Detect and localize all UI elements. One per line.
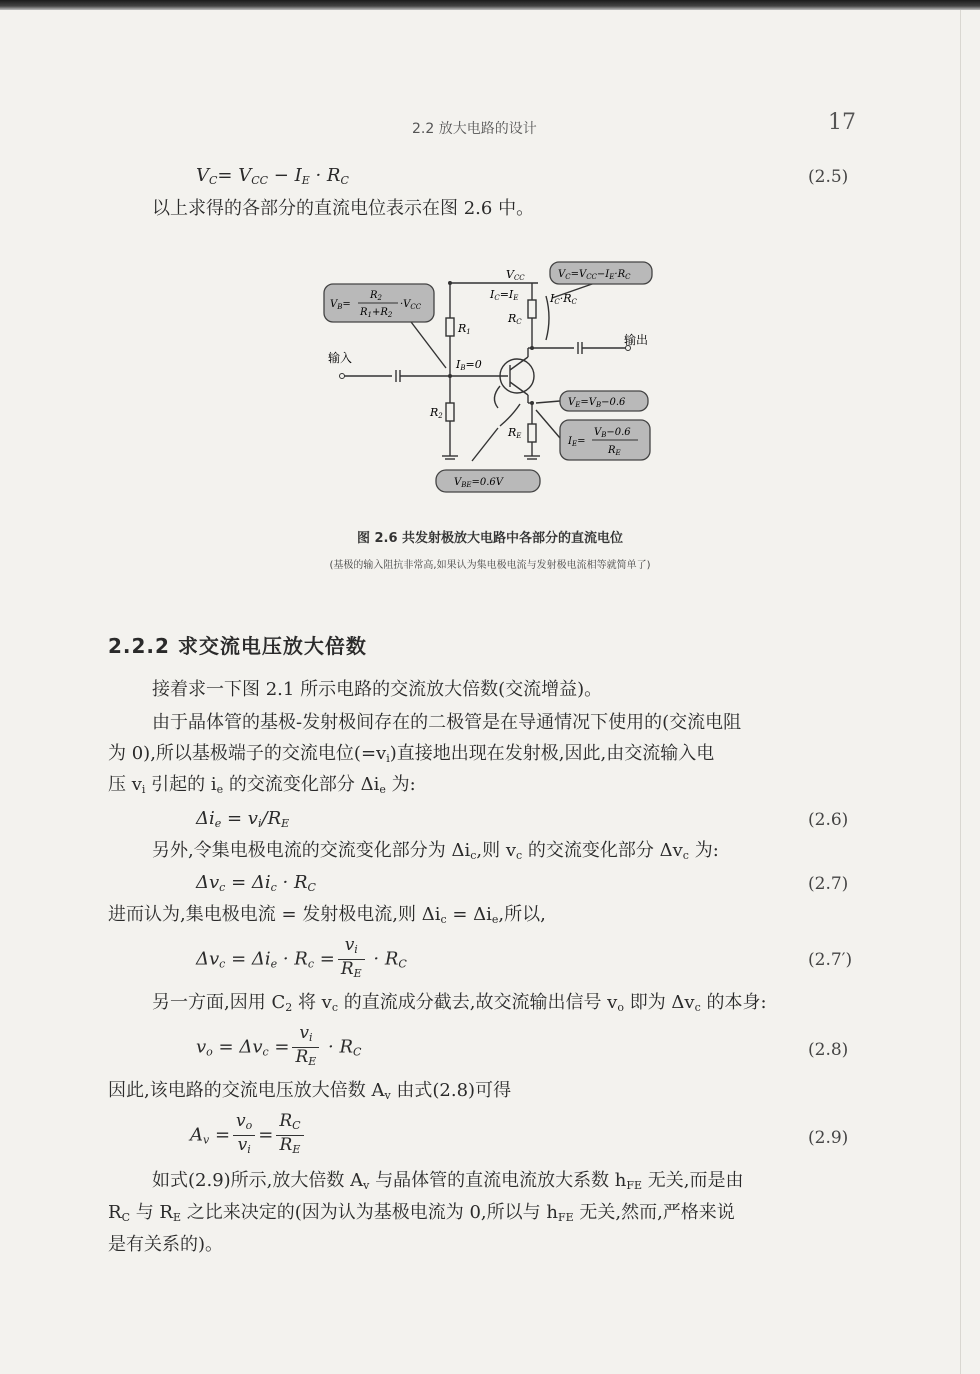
equation-number: (2.7) [808,874,849,894]
callout-vb-tail: $\cdot V_{CC}$ [400,299,422,311]
equation-number: (2.6) [808,810,849,830]
output-label: 输出 [624,333,649,347]
running-header: 2.2 放大电路的设计 [412,121,537,137]
equation-2-7: $\Delta v_c = \Delta i_c \cdot R_C$ [196,872,316,894]
icrc-label: IC·RC [550,292,577,306]
equation-2-7-prime: $\Delta v_c = \Delta i_e \cdot R_c$ = $\frac{v_i}{R_E}$ · $R_C$ [196,935,407,980]
callout-vc-text: $V_C=V_{CC}-I_E\cdot R_C$ [558,269,631,281]
paragraph: 为 0),所以基极端子的交流电位$(=v_i)$直接地出现在发射极,因此,由交流输入电 [108,743,715,765]
paragraph: $R_C$ 与 $R_E$ 之比来决定的(因为认为基极电流为 0,所以与 $h_{FE}$ 无关,然而,严格来说 [108,1202,735,1224]
paragraph: 以上求得的各部分的直流电位表示在图 2.6 中。 [152,198,535,219]
paragraph: 因此,该电路的交流电压放大倍数 $A_v$ 由式(2.8)可得 [108,1080,512,1102]
callout-vbe-text: $V_{BE}=0.6V$ [454,477,504,489]
ib0-label: IB=0 [456,358,482,372]
paragraph: 压 $v_i$ 引起的 $i_e$ 的交流变化部分 $\Delta i_e$ 为: [108,774,416,796]
equation-number: (2.8) [808,1040,849,1060]
figure-caption: 图 2.6 共发射极放大电路中各部分的直流电位 [356,531,624,546]
paragraph: 另外,令集电极电流的交流变化部分为 $\Delta i_c$,则 $v_c$ 的交流变化部分 $\Delta v_c$ 为: [152,840,719,862]
paragraph: 由于晶体管的基极-发射极间存在的二极管是在导通情况下使用的(交流电阻 [152,712,742,733]
callout-ie-num: $V_B-0.6$ [594,427,631,439]
vcc-label: VCC [506,268,525,282]
rc-label: RC [508,312,522,326]
paragraph: 如式(2.9)所示,放大倍数 $A_v$ 与晶体管的直流电流放大系数 $h_{FE}$ 无关,而是由 [152,1170,744,1192]
ic-ie-label: IC=IE [490,288,519,302]
figure-caption-note: (基极的输入阻抗非常高,如果认为集电极电流与发射极电流相等就简单了) [329,560,651,571]
paragraph: 进而认为,集电极电流 = 发射极电流,则 $\Delta i_c = \Delta i_e$,所以, [108,904,546,926]
callout-vb-lhs: $V_B=$ [330,299,351,311]
page-top-edge [0,0,980,10]
callout-ve-text: $V_E=V_B-0.6$ [568,397,626,409]
input-label: 输入 [328,351,353,365]
section-heading: 2.2.2 求交流电压放大倍数 [108,634,367,658]
equation-number: (2.9) [808,1128,849,1148]
equation-number: (2.5) [808,167,849,187]
equation-2-8: $v_o = \Delta v_c$ = $\frac{v_i}{R_E}$ · $R_C$ [196,1023,362,1068]
page-right-edge [960,10,961,1374]
equation-number: (2.7′) [808,950,853,970]
equation-2-5: $V_C= V_{CC} - I_E \cdot R_C$ [196,165,349,187]
r1-label: R1 [458,322,471,336]
re-label: RE [508,426,522,440]
callout-ie-den: $R_E$ [608,445,621,457]
paragraph: 接着求一下图 2.1 所示电路的交流放大倍数(交流增益)。 [152,679,603,700]
page-number: 17 [828,110,856,135]
r2-label: R2 [430,406,443,420]
callout-ie-lhs: $I_E=$ [568,436,586,448]
paragraph: 另一方面,因用 $C_2$ 将 $v_c$ 的直流成分截去,故交流输出信号 $v_o$ 即为 $\Delta v_c$ 的本身: [152,992,767,1014]
circuit-diagram [320,258,660,498]
equation-2-9: $A_v$ = $\frac{v_o}{v_i}$ = $\frac{R_C}{R_E}$ [190,1112,307,1159]
callout-vb-num: $R_2$ [370,290,382,302]
paragraph: 是有关系的)。 [108,1234,224,1255]
callout-vb-den: $R_1+R_2$ [360,307,393,319]
equation-2-6: $\Delta i_e = v_i/R_E$ [196,808,290,830]
